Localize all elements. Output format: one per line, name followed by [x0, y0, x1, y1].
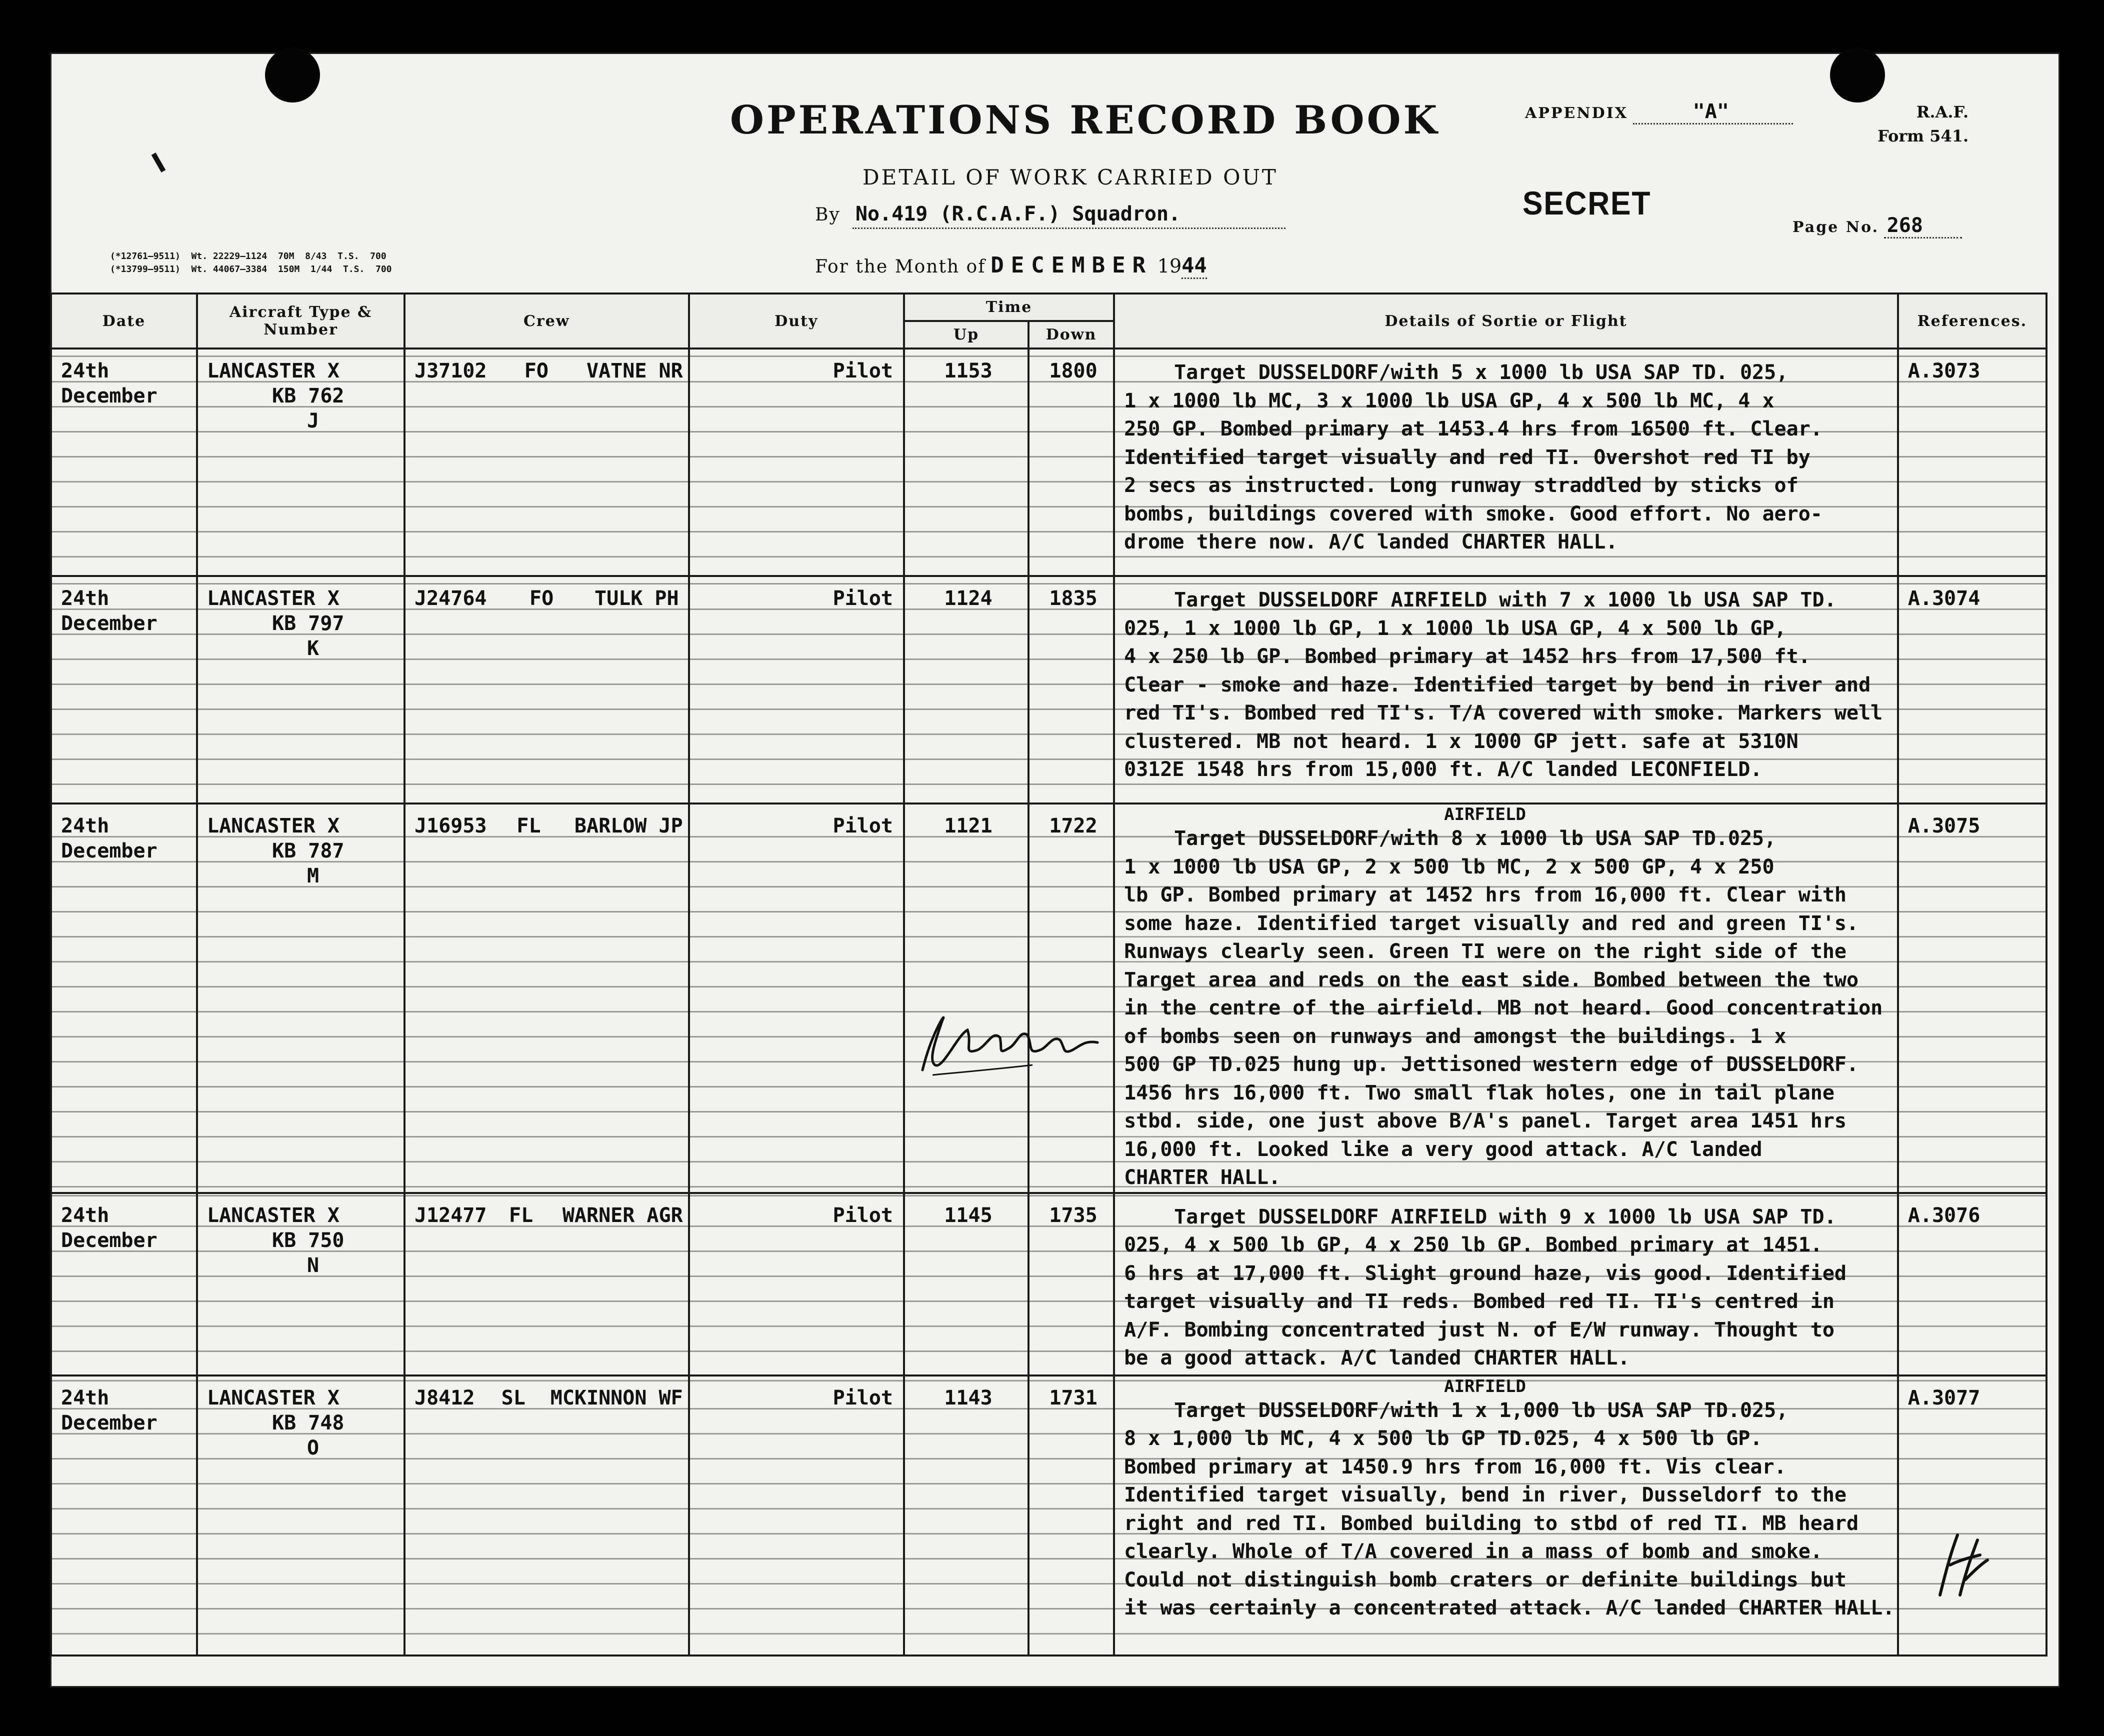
date-month: December [61, 612, 158, 635]
date-day: 24th [61, 360, 110, 382]
detail-line: clearly. Whole of T/A covered in a mass of bomb and smoke. [1124, 1540, 1822, 1563]
form-title: OPERATIONS RECORD BOOK [730, 98, 1440, 143]
detail-line: 4 x 250 lb GP. Bombed primary at 1452 hrs from 17,500 ft. [1124, 645, 1810, 668]
col-duty: Duty [689, 294, 904, 348]
detail-heading: AIRFIELD [1444, 1376, 1526, 1396]
sortie-details [1115, 577, 1897, 784]
form-subtitle: DETAIL OF WORK CARRIED OUT [862, 165, 1278, 190]
date-month: December [61, 840, 158, 862]
detail-line: Identified target visually, bend in river, Dusseldorf to the [1124, 1484, 1847, 1506]
time-down: 1735 [1049, 1204, 1098, 1227]
aircraft-number: KB 787 [272, 840, 344, 862]
aircraft-type: LANCASTER X [207, 814, 340, 838]
col-references: References. [1898, 294, 2046, 348]
detail-line: target visually and TI reds. Bombed red TI. TI's centred in [1124, 1290, 1834, 1313]
time-down: 1722 [1049, 814, 1098, 838]
crew-name: MCKINNON WF [550, 1386, 683, 1410]
col-aircraft: Aircraft Type & Number [197, 294, 404, 348]
aircraft-number: KB 750 [272, 1228, 344, 1252]
crew-number: J8412 [414, 1386, 475, 1410]
sortie-details [1115, 350, 1897, 556]
detail-line: 025, 1 x 1000 lb GP, 1 x 1000 lb USA GP, 4 x 500 lb GP, [1124, 616, 1786, 640]
crew-name: BARLOW JP [574, 814, 683, 838]
detail-line: 1456 hrs 16,000 ft. Two small flak holes, one in tail plane [1124, 1081, 1834, 1104]
detail-line: 16,000 ft. Looked like a very good attack. A/C landed [1124, 1138, 1762, 1161]
detail-line: bombs, buildings covered with smoke. Good effort. No aero- [1124, 502, 1822, 526]
crew-rank: FL [509, 1204, 534, 1227]
detail-line: 025, 4 x 500 lb GP, 4 x 250 lb GP. Bombed primary at 1451. [1124, 1234, 1822, 1256]
time-up: 1143 [944, 1386, 992, 1410]
month-line [815, 252, 1207, 278]
col-details: Details of Sortie or Flight [1114, 294, 1898, 348]
time-down: 1800 [1049, 360, 1098, 382]
crew-name: VATNE NR [586, 360, 683, 382]
detail-line: it was certainly a concentrated attack. A/C landed CHARTER HALL. [1124, 1596, 1895, 1620]
detail-heading: AIRFIELD [1444, 804, 1526, 824]
aircraft-type: LANCASTER X [207, 1386, 340, 1410]
date-day: 24th [61, 1386, 110, 1410]
reference: A.3073 [1908, 360, 1980, 382]
detail-line: Bombed primary at 1450.9 hrs from 16,000 ft. Vis clear. [1124, 1455, 1786, 1478]
date-day: 24th [61, 587, 110, 610]
crew-rank: FL [516, 814, 541, 838]
detail-line: Clear - smoke and haze. Identified target by bend in river and [1124, 673, 1871, 696]
detail-line: in the centre of the airfield. MB not heard. Good concentration [1124, 996, 1883, 1020]
table-row [51, 1193, 2046, 1376]
aircraft-letter: J [307, 410, 320, 432]
detail-line: 1 x 1000 lb USA GP, 2 x 500 lb MC, 2 x 500 GP, 4 x 250 [1124, 855, 1774, 878]
reference: A.3074 [1908, 587, 1980, 610]
detail-line: be a good attack. A/C landed CHARTER HALL. [1124, 1346, 1630, 1370]
aircraft-letter: M [307, 864, 320, 888]
classification-stamp: SECRET [1522, 184, 1652, 222]
aircraft-number: KB 762 [272, 384, 344, 408]
detail-line: Target DUSSELDORF/with 8 x 1000 lb USA SAP TD.025, [1174, 827, 1776, 850]
crew-rank: FO [524, 360, 548, 382]
time-down: 1731 [1049, 1386, 1098, 1410]
appendix-label: APPENDIX [1525, 104, 1628, 122]
date-month: December [61, 1411, 158, 1434]
reference: A.3075 [1908, 814, 1980, 838]
aircraft-letter: K [307, 637, 320, 660]
reference: A.3077 [1908, 1386, 1980, 1410]
detail-line: Could not distinguish bomb craters or definite buildings but [1124, 1568, 1847, 1592]
printer-code-1: (*12761—9511) Wt. 22229—1124 70M 8/43 T.S. 700 [110, 251, 386, 262]
page-value: 268 [1884, 214, 1962, 238]
pen-mark [152, 152, 166, 172]
crew-name: WARNER AGR [562, 1204, 683, 1227]
sortie-table [50, 292, 2048, 1656]
crew-name: TULK PH [594, 587, 679, 610]
month-label: For the Month of [815, 256, 986, 277]
detail-line: red TI's. Bombed red TI's. T/A covered with smoke. Markers well [1124, 702, 1883, 724]
aircraft-number: KB 797 [272, 612, 344, 635]
col-date: Date [51, 294, 197, 348]
detail-line: 6 hrs at 17,000 ft. Slight ground haze, vis good. Identified [1124, 1262, 1847, 1285]
printer-code-2: (*13799—9511) Wt. 44067—3384 150M 1/44 T.S. 700 [110, 264, 392, 274]
detail-line: Target area and reds on the east side. Bombed between the two [1124, 968, 1859, 992]
duty: Pilot [832, 1204, 893, 1227]
date-month: December [61, 1228, 158, 1252]
table-row [51, 348, 2046, 576]
time-up: 1124 [944, 587, 992, 610]
page-number-line [1792, 214, 1962, 238]
squadron-line [815, 202, 1286, 229]
initials-signature [1930, 1525, 1990, 1600]
detail-line: of bombs seen on runways and amongst the buildings. 1 x [1124, 1024, 1786, 1048]
table-row [51, 1376, 2046, 1656]
crew-rank: SL [501, 1386, 526, 1410]
sortie-details [1115, 804, 1897, 1192]
col-time: Time [904, 294, 1114, 321]
punch-hole-left [265, 48, 320, 102]
appendix-line [1525, 100, 1793, 124]
squadron-value: No.419 (R.C.A.F.) Squadron. [852, 202, 1286, 229]
detail-line: stbd. side, one just above B/A's panel. Target area 1451 hrs [1124, 1110, 1847, 1132]
form-number-line2: Form 541. [1878, 126, 1969, 146]
detail-line: lb GP. Bombed primary at 1452 hrs from 16,000 ft. Clear with [1124, 884, 1847, 906]
duty: Pilot [832, 814, 893, 838]
time-up: 1121 [944, 814, 992, 838]
appendix-value: "A" [1633, 100, 1793, 124]
aircraft-letter: N [307, 1254, 320, 1277]
aircraft-number: KB 748 [272, 1411, 344, 1434]
date-day: 24th [61, 1204, 110, 1227]
col-crew: Crew [404, 294, 689, 348]
detail-line: clustered. MB not heard. 1 x 1000 GP jett. safe at 5310N [1124, 730, 1798, 753]
date-day: 24th [61, 814, 110, 838]
crew-number: J16953 [414, 814, 487, 838]
month-value: DECEMBER [990, 252, 1153, 278]
time-down: 1835 [1049, 587, 1098, 610]
crew-rank: FO [529, 587, 554, 610]
col-down: Down [1028, 321, 1114, 348]
year-prefix: 19 [1157, 255, 1182, 277]
printer-codes [110, 250, 392, 276]
sortie-details [1115, 1194, 1897, 1372]
crew-number: J12477 [414, 1204, 487, 1227]
aircraft-type: LANCASTER X [207, 587, 340, 610]
crew-number: J24764 [414, 587, 487, 610]
by-label: By [815, 204, 840, 225]
col-up: Up [904, 321, 1028, 348]
detail-line: Target DUSSELDORF AIRFIELD with 7 x 1000 lb USA SAP TD. [1174, 588, 1836, 612]
year-value: 44 [1182, 253, 1207, 279]
date-month: December [61, 384, 158, 408]
aircraft-letter: O [307, 1436, 320, 1460]
detail-line: 8 x 1,000 lb MC, 4 x 500 lb GP TD.025, 4 x 500 lb GP. [1124, 1427, 1762, 1450]
detail-line: Runways clearly seen. Green TI were on the right side of the [1124, 940, 1847, 963]
detail-line: right and red TI. Bombed building to stbd of red TI. MB heard [1124, 1512, 1859, 1535]
sortie-details [1115, 1376, 1897, 1622]
duty: Pilot [832, 1386, 893, 1410]
time-up: 1153 [944, 360, 992, 382]
punch-hole-right [1830, 48, 1885, 102]
reference: A.3076 [1908, 1204, 1980, 1227]
detail-line: Target DUSSELDORF AIRFIELD with 9 x 1000 lb USA SAP TD. [1174, 1205, 1836, 1228]
duty: Pilot [832, 587, 893, 610]
detail-line: 1 x 1000 lb MC, 3 x 1000 lb USA GP, 4 x 500 lb MC, 4 x [1124, 389, 1774, 412]
page-label: Page No. [1792, 218, 1880, 236]
detail-line: 500 GP TD.025 hung up. Jettisoned western edge of DUSSELDORF. [1124, 1053, 1859, 1076]
time-up: 1145 [944, 1204, 992, 1227]
detail-line: Identified target visually and red TI. Overshot red TI by [1124, 446, 1810, 469]
crew-number: J37102 [414, 360, 487, 382]
handwritten-flak-damage-note [912, 1000, 1102, 1080]
detail-line: CHARTER HALL. [1124, 1166, 1281, 1189]
form-number-line1: R.A.F. [1916, 102, 1969, 122]
detail-line: 250 GP. Bombed primary at 1453.4 hrs from 16500 ft. Clear. [1124, 418, 1822, 440]
duty: Pilot [832, 360, 893, 382]
aircraft-type: LANCASTER X [207, 360, 340, 382]
table-row [51, 804, 2046, 1193]
detail-line: Target DUSSELDORF/with 5 x 1000 lb USA SAP TD. 025, [1174, 361, 1788, 384]
detail-line: 0312E 1548 hrs from 15,000 ft. A/C landed LECONFIELD. [1124, 758, 1762, 781]
detail-line: drome there now. A/C landed CHARTER HALL. [1124, 530, 1618, 554]
detail-line: A/F. Bombing concentrated just N. of E/W runway. Thought to [1124, 1318, 1834, 1342]
form-number [1878, 100, 1968, 148]
table-row [51, 576, 2046, 804]
detail-line: 2 secs as instructed. Long runway straddled by sticks of [1124, 474, 1798, 497]
detail-line: some haze. Identified target visually and red and green TI's. [1124, 912, 1859, 935]
aircraft-type: LANCASTER X [207, 1204, 340, 1227]
detail-line: Target DUSSELDORF/with 1 x 1,000 lb USA SAP TD.025, [1174, 1398, 1788, 1422]
